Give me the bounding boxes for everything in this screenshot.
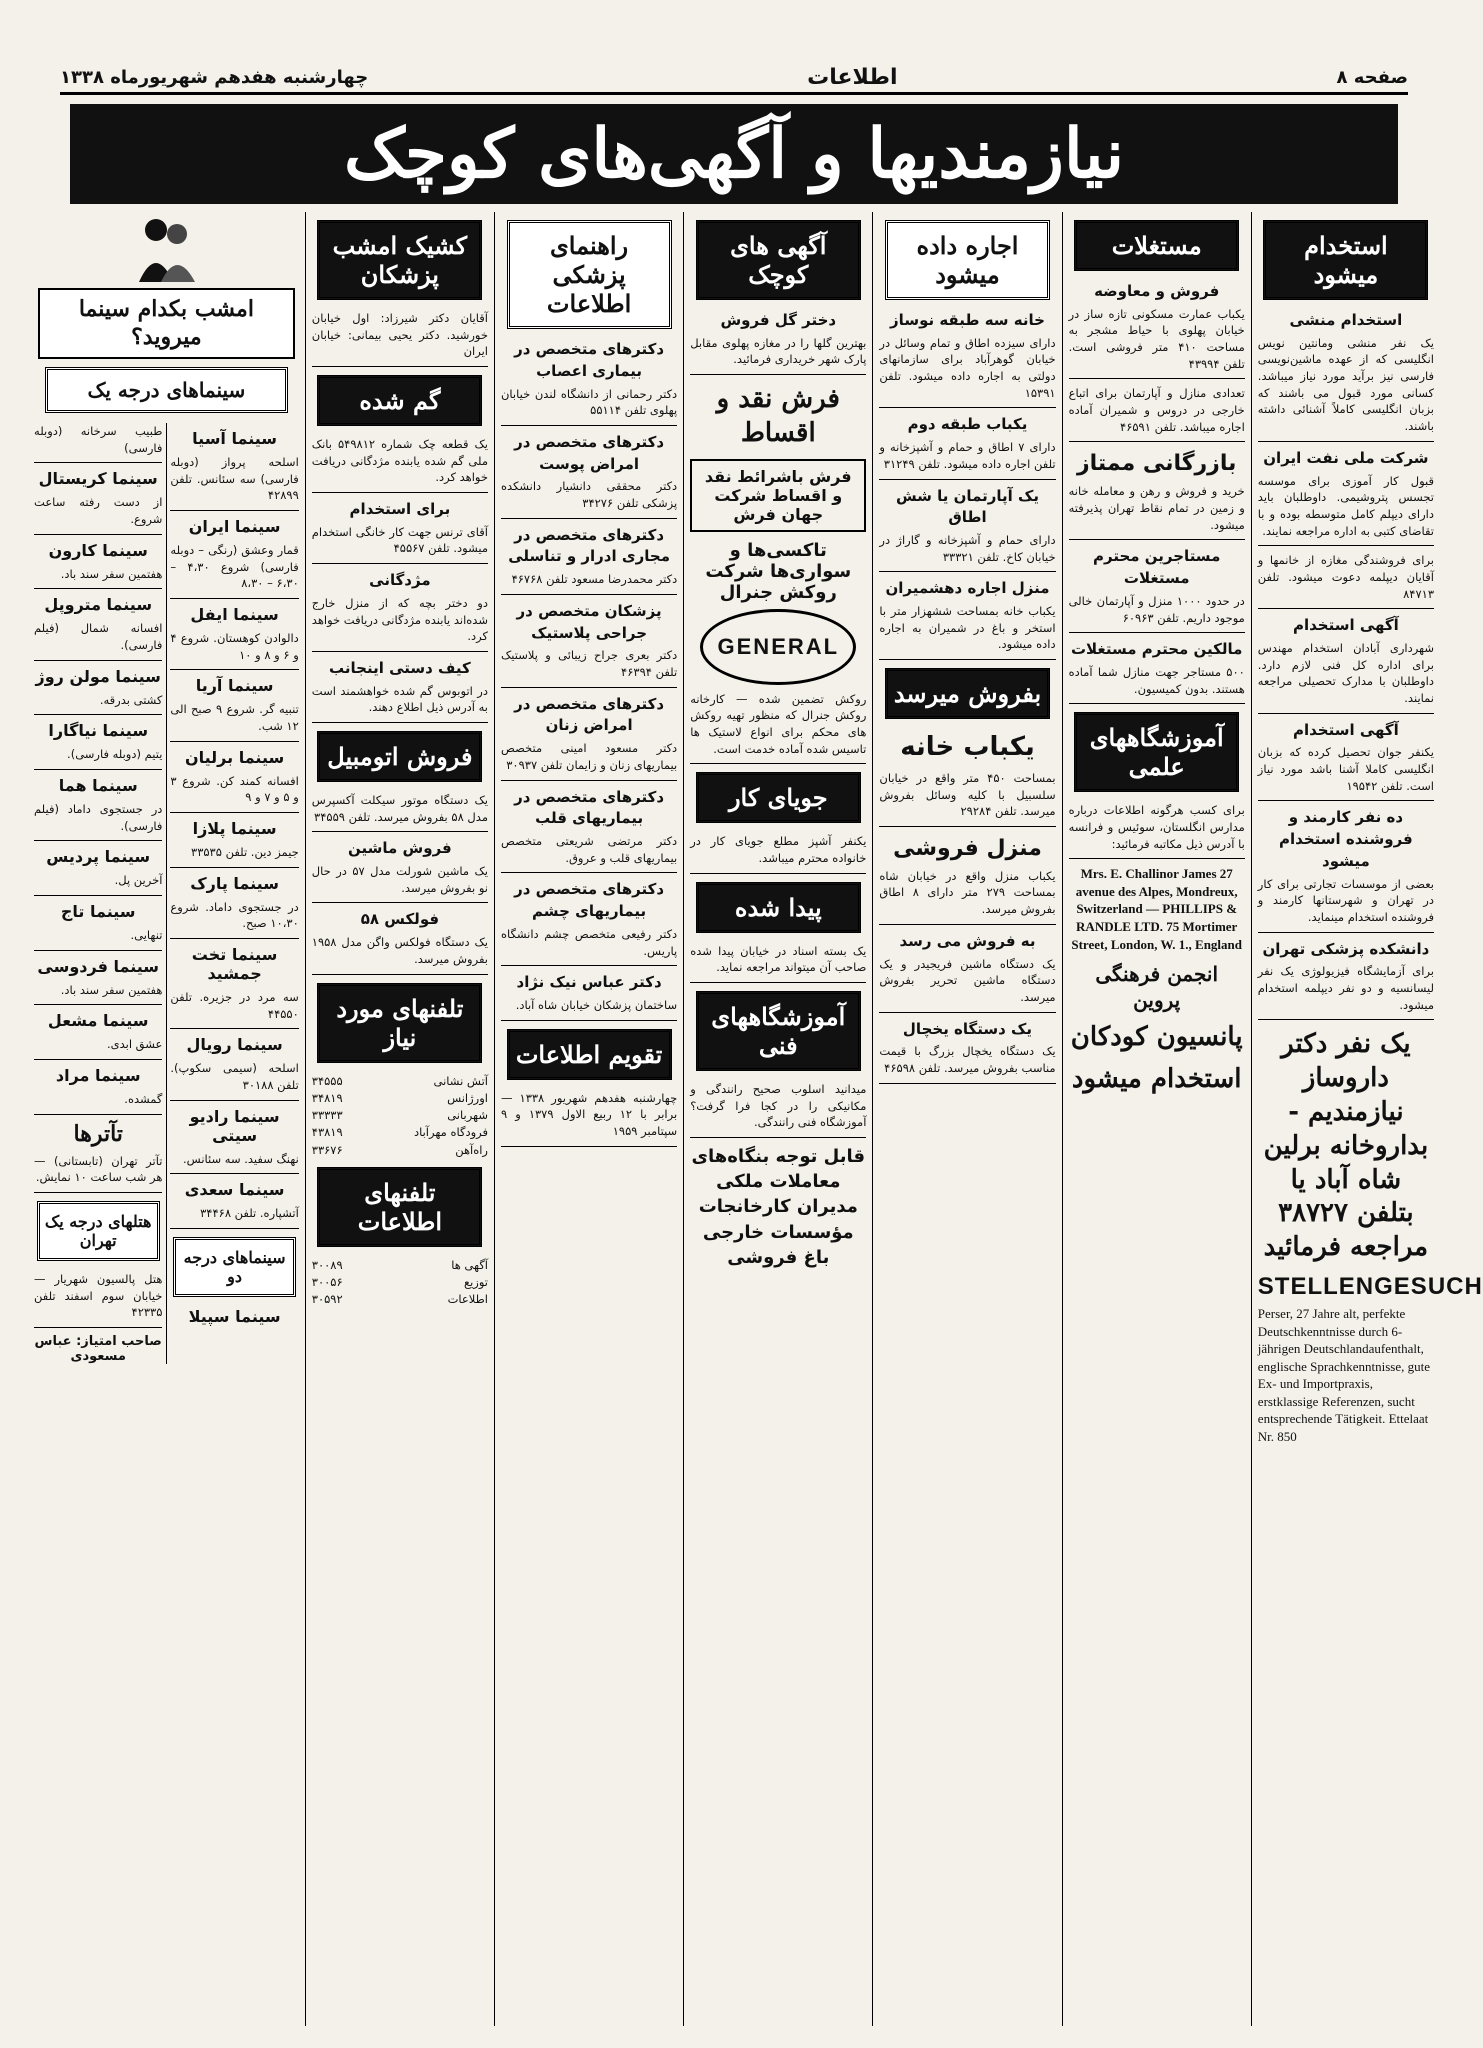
publisher-signature: صاحب امتیاز: عباس مسعودی <box>34 1334 162 1365</box>
ad-item <box>501 972 677 1020</box>
cinema-name: سینما رادیو سیتی <box>189 1106 280 1145</box>
column-heading-found: پیدا شده <box>696 882 861 933</box>
cinema-name: سینما تخت جمشید <box>191 945 278 984</box>
pharmacist-ad: یک نفر دکتر داروساز نیازمندیم - بداروخانه برلین شاه آباد یا بتلفن ۳۸۷۲۷ مراجعه فرمائید <box>1263 1029 1429 1263</box>
ad-text: دکتر رحمانی از دانشگاه لندن خیابان پهلوی تلفن ۵۵۱۱۴ <box>500 386 678 418</box>
ad-title: دکترهای متخصص در بیماری اعصاب <box>514 340 665 380</box>
column-heading: کشیک امشب پزشکان <box>317 220 482 300</box>
phone-number: ۳۰۰۵۶ <box>311 1275 343 1290</box>
column-cinemas <box>28 212 305 2026</box>
phone-number: ۳۰۵۹۲ <box>311 1292 343 1307</box>
phone-row <box>312 1090 488 1107</box>
on-call-doctors: آقایان دکتر شیرزاد: اول خیابان خورشید. دکتر یحیی بیمانی: خیابان ایران <box>312 310 488 367</box>
ad-text: دو دختر بچه که از منزل خارج شده‌اند یابنده مژدگانی دریافت خواهد کرد. <box>311 595 488 644</box>
ad-text: قبول کار آموزی برای موسسه تجسس پتروشیمی. داوطلبان باید دارای دیپلم کامل متوسطه بوده و با تقاضای کتبی به اداره مراجعه نمایند. <box>1257 473 1434 538</box>
column-heading-for-sale: بفروش میرسد <box>885 668 1050 719</box>
ad-text: یکباب خانه بمساحت ششهزار متر با استخر و باغ در شمیران به اجاره داده میشود. <box>879 604 1056 652</box>
ad-title: منزل فروشی <box>893 835 1042 861</box>
ad-text: در حدود ۱۰۰۰ منزل و آپارتمان خالی موجود داریم. تلفن ۶۰۹۶۳ <box>1068 593 1245 625</box>
ad-title: یکباب خانه <box>900 732 1035 763</box>
ad-item <box>1258 448 1434 546</box>
page-header <box>60 62 1408 95</box>
ad-title: پزشکان متخصص در جراحی پلاستیک <box>516 601 662 642</box>
ad-text: ۵۰۰ مستاجر جهت منازل شما آماده هستند. بدون کمیسیون. <box>1068 664 1245 696</box>
ad-text: بعضی از موسسات تجارتی برای کار در تهران و شهرستانها کارمند و فروشنده استخدام مینماید. <box>1257 876 1434 925</box>
rug-ad-box: فرش باشرائط نقد و اقساط شرکت جهان فرش <box>690 459 866 532</box>
cinema-text: جیمز دین. تلفن ۳۳۵۳۵ <box>170 844 298 868</box>
section-banner: نیازمندیها و آگهی‌های کوچک <box>70 104 1398 204</box>
cinema-name: سینما آسیا <box>192 429 278 448</box>
column-small-ads <box>683 212 872 2026</box>
ad-text: دارای حمام و آشپزخانه و گاراژ در خیابان کاخ. تلفن ۳۳۳۲۱ <box>879 533 1056 564</box>
ad-title: دکترهای متخصص در مجاری ادرار و تناسلی <box>508 525 670 566</box>
ad-title: دانشکده پزشکی تهران <box>1262 939 1430 958</box>
column-heading: اجاره داده میشود <box>885 220 1050 300</box>
notice-heading: قابل توجه بنگاه‌های معاملات ملکی مدیران کارخانجات مؤسسات خارجی باغ فروشی <box>691 1146 866 1268</box>
cinema-item <box>34 1066 162 1115</box>
ad-title: فروش و معاوضه <box>1094 282 1220 300</box>
ad-text: یک دستگاه فولکس واگن مدل ۱۹۵۸ بفروش میرسد. <box>311 935 488 966</box>
ad-title: خانه سه طبقه نوساز <box>890 311 1045 329</box>
ad-text: دکتر محققی دانشیار دانشکده پزشکی تلفن ۳۴۲۷۶ <box>500 479 678 511</box>
cinema-name: سینما فردوسی <box>37 956 160 976</box>
ad-item <box>879 486 1055 573</box>
cinema-name: سینما کارون <box>48 540 148 560</box>
cinema-name: سینما پردیس <box>46 847 151 867</box>
cinema-text: عشق ابدی. <box>34 1036 162 1060</box>
cinema-text: طبیب سرخانه (دوبله فارسی) <box>34 423 162 463</box>
column-employment <box>1251 212 1483 2026</box>
ad-item <box>1258 939 1434 1021</box>
newspaper-title: اطلاعات <box>807 64 898 90</box>
column-heading-info-phones: تلفنهای اطلاعات <box>317 1167 482 1247</box>
ad-text: یک بسته اسناد در خیابان پیدا شده صاحب آن میتواند مراجعه نماید. <box>690 943 867 975</box>
ad-item <box>879 310 1055 408</box>
column-real-estate <box>1062 212 1251 2026</box>
ad-item <box>1069 385 1245 442</box>
cinema-text: سه مرد در جزیره. تلفن ۴۴۵۵۰ <box>170 989 298 1029</box>
ad-item <box>1069 546 1245 633</box>
ad-item <box>501 879 677 966</box>
cinema-text: هفتمین سفر سند باد. <box>34 566 162 590</box>
phone-row <box>312 1142 488 1159</box>
cinema-name: سینما سپیلا <box>188 1307 281 1327</box>
ad-item <box>879 1019 1055 1084</box>
column-heading: مستغلات <box>1074 220 1239 271</box>
phone-number: ۴۳۸۱۹ <box>311 1125 343 1140</box>
ad-title: استخدام منشی <box>1289 311 1403 329</box>
column-heading-phones: تلفنهای مورد نیاز <box>317 983 482 1063</box>
phone-number: ۳۳۶۷۶ <box>311 1142 343 1157</box>
cinema-item <box>34 1011 162 1060</box>
ad-item <box>690 1081 866 1138</box>
ad-title: دکترهای متخصص در بیماریهای چشم <box>514 880 665 921</box>
columns <box>28 212 1483 2026</box>
ad-item <box>879 578 1055 660</box>
cinema-name: سینما هما <box>58 776 138 796</box>
cinema-item <box>34 667 162 716</box>
cinema-text: دالوادن کوهستان. شروع ۴ و ۶ و ۸ و ۱۰ <box>170 630 298 670</box>
column-heading-education: آموزشگاههای علمی <box>1074 712 1239 792</box>
phone-number: ۳۰۰۸۹ <box>311 1257 343 1272</box>
phone-name: توزیع <box>463 1275 488 1290</box>
ad-text: یک نفر منشی ومانتین نویس انگلیسی که از عهده ماشین‌نویسی فارسی نیز برآید مورد نیاز میباشد. کسانی مورد قبول می باشند که بزبان انگلیسی کاملاً آشنائی داشته باشند. <box>1257 335 1434 434</box>
cinema-item <box>170 1035 298 1100</box>
cinema-text: تنبیه گر. شروع ۹ صبح الی ۱۲ شب. <box>170 701 298 741</box>
ad-text: یکنفر جوان تحصیل کرده که بزبان انگلیسی کاملا آشنا باشد مورد نیاز است. تلفن ۱۹۵۴۲ <box>1257 745 1434 793</box>
cinema-name: سینما نیاگارا <box>48 721 149 741</box>
phone-name: اطلاعات <box>447 1292 488 1307</box>
phone-number: ۳۴۸۱۹ <box>311 1090 343 1105</box>
phone-number: ۳۴۵۵۵ <box>311 1073 343 1088</box>
phone-row <box>312 1257 488 1274</box>
ad-title: بازرگانی ممتاز <box>1077 451 1237 477</box>
ad-title: یک دستگاه یخچال <box>902 1019 1033 1038</box>
cinema-item <box>170 1107 298 1175</box>
ad-item <box>312 838 488 903</box>
column-heading-job-seeker: جویای کار <box>696 772 861 823</box>
ad-item <box>690 943 866 983</box>
theater-text: تآتر تهران (تابستانی) — هر شب ساعت ۱۰ نمایش. <box>34 1153 162 1193</box>
cinema-item <box>170 676 298 741</box>
ad-item <box>1258 552 1434 609</box>
column-heading: راهنمای پزشکی اطلاعات <box>507 220 672 329</box>
cinema-text: قمار وعشق (رنگی – دوبله فارسی) شروع ۴،۳۰ – ۶،۳۰ – ۸،۳۰ <box>170 542 298 599</box>
ad-item <box>690 310 866 375</box>
cinema-item <box>170 517 298 599</box>
cinema-item <box>34 776 162 841</box>
ad-title: دکترهای متخصص در امراض زنان <box>514 694 665 735</box>
hiring-heading: استخدام میشود <box>1071 1063 1242 1094</box>
ad-item <box>312 499 488 564</box>
cinema-name: سینما ایفل <box>190 605 279 625</box>
phone-row <box>312 1274 488 1291</box>
ad-title: دکترهای متخصص در امراض پوست <box>514 432 665 473</box>
ad-text: دکتر بعری جراح زیبائی و پلاستیک تلفن ۴۶۳۹۴ <box>500 648 678 680</box>
cinema-text: از دست رفته ساعت شروع. <box>34 494 162 534</box>
school-addresses: Mrs. E. Challinor James 27 avenue des Alpes, Mondreux, Switzerland — PHILLIPS & RANDLE LTD. 75 Mortimer Street, London, W. 1., England <box>1071 866 1242 952</box>
column-heading-calendar: تقویم اطلاعات <box>507 1029 672 1080</box>
ad-title: ده نفر کارمند و فروشنده استخدام میشود <box>1279 808 1413 870</box>
ad-title: فروش ماشین <box>348 839 452 858</box>
cinema-name: سینما ایران <box>188 517 281 537</box>
ad-title: فولکس ۵۸ <box>360 910 440 929</box>
stellengesuch-heading: STELLENGESUCH <box>1257 1273 1483 1301</box>
ad-text: آقای ترنس جهت کار خانگی استخدام میشود. تلفن ۴۵۵۶۷ <box>311 524 488 556</box>
stellengesuch-text: Perser, 27 Jahre alt, perfekte Deutschkenntnisse durch 6-jährigen Deutschlandaufenthalt, englische Sprachkenntnisse, gute Ex- und Importpraxis, erstklassige Referenzen, sucht entsprechende Tätigkeit. Ettelaat Nr. 850 <box>1257 1306 1431 1444</box>
ad-item <box>879 931 1055 1013</box>
ad-text: روکش تضمین شده — کارخانه روکش جنرال که منظور تهیه روکش های محکم برای انواع لاستیک ها تاسیس شده آماده خدمت است. <box>690 691 867 756</box>
ad-text: دارای ۷ اطاق و حمام و آشپزخانه و تلفن اجاره داده میشود. تلفن ۳۱۲۴۹ <box>879 440 1056 471</box>
cinema-text: گمشده. <box>34 1091 162 1115</box>
ad-item <box>312 658 488 723</box>
column-doctors-lost <box>305 212 494 2026</box>
cinema-text: تنهایی. <box>34 927 162 951</box>
ad-text: خرید و فروش و رهن و معامله خانه و زمین در تمام نقاط تهران پذیرفته میشود. <box>1068 484 1245 532</box>
ad-title: برای استخدام <box>349 500 451 519</box>
cinema-text: یتیم (دوبله فارسی). <box>34 746 162 770</box>
ad-item <box>1069 281 1245 379</box>
ad-item <box>1258 720 1434 802</box>
column-rental <box>872 212 1061 2026</box>
cinema-name: سینما مشعل <box>47 1011 149 1031</box>
ad-item <box>879 729 1055 827</box>
ad-title: کیف دستی اینجانب <box>329 658 471 677</box>
ad-item <box>1258 807 1434 932</box>
phone-row <box>312 1107 488 1124</box>
ad-item <box>690 833 866 873</box>
phone-name: آگهی ها <box>451 1257 488 1272</box>
cinema-item <box>34 595 162 660</box>
cinema-item <box>34 957 162 1006</box>
cinema-item <box>170 748 298 813</box>
ad-item <box>1258 310 1434 442</box>
ad-text: تعدادی منازل و آپارتمان برای اتباع خارجی در دروس و شمیران آماده اجاره میباشد. تلفن ۴۶۵۹۱ <box>1068 386 1245 434</box>
ad-item <box>501 787 677 874</box>
ad-text: دکتر رفیعی متخصص چشم دانشگاه پاریس. <box>500 926 678 958</box>
ad-text: میدانید اسلوب صحیح رانندگی و مکانیکی را در کجا فرا گرفت؟ آموزشگاه فنی رانندگی. <box>690 1082 867 1130</box>
ad-text: بمساحت ۴۵۰ متر واقع در خیابان سلسبیل با کلیه وسائل بفروش میرسد. تلفن ۲۹۲۸۴ <box>879 770 1056 819</box>
phone-name: فرودگاه مهرآباد <box>413 1125 488 1140</box>
phone-name: اورژانس <box>447 1090 488 1105</box>
ad-title: مژدگانی <box>369 571 431 590</box>
cinema-item <box>34 721 162 770</box>
cinema-promo: امشب بکدام سینما میروید؟ <box>38 288 295 359</box>
ad-title: دختر گل فروش <box>720 311 837 329</box>
page-number: صفحه ۸ <box>1336 66 1408 88</box>
phone-row <box>312 1124 488 1141</box>
cinema-name: سینما متروپل <box>44 595 153 615</box>
ad-text: ساختمان پزشکان خیابان شاه آباد. <box>515 997 678 1012</box>
ad-item <box>690 691 866 765</box>
ad-title: شرکت ملی نفت ایران <box>1263 448 1429 467</box>
column-medical-guide <box>494 212 683 2026</box>
ad-title: دکترهای متخصص در بیماریهای قلب <box>514 787 665 828</box>
cinema-text: کشتی بدرقه. <box>34 692 162 716</box>
couple-icon <box>131 212 201 282</box>
cinema-text: در جستجوی داماد. شروع ۱۰،۳۰ صبح. <box>170 899 298 939</box>
ad-item <box>879 414 1055 479</box>
tire-heading: تاکسی‌ها و سواری‌ها شرکت روکش جنرال <box>705 539 852 603</box>
calendar-text: چهارشنبه هفدهم شهریور ۱۳۳۸ — برابر با ۱۲ ربیع الاول ۱۳۷۹ و ۹ سپتامبر ۱۹۵۹ <box>501 1090 677 1147</box>
cinema-list <box>34 423 299 1364</box>
ad-item <box>501 601 677 688</box>
couple-illustration <box>34 212 299 282</box>
cinema-name: سینما سعدی <box>184 1180 285 1200</box>
page-date: چهارشنبه هفدهم شهریورماه ۱۳۳۸ <box>60 66 369 88</box>
ad-item <box>1069 802 1245 859</box>
cinema-text: در جستجوی داماد (فیلم فارسی). <box>34 801 162 841</box>
theater-heading: تآترها <box>73 1120 123 1147</box>
cinema-item <box>34 541 162 590</box>
ad-title: دکتر عباس نیک نژاد <box>516 973 662 992</box>
cinema-item <box>170 1180 298 1229</box>
kindergarten-name: پانسیون کودکان <box>1070 1022 1243 1053</box>
cinema-text: آخرین پل. <box>34 872 162 896</box>
phone-row <box>312 1073 488 1090</box>
ad-item <box>1258 615 1434 713</box>
hotel-heading: هتلهای درجه یک تهران <box>37 1201 160 1261</box>
ad-item <box>501 432 677 519</box>
ad-item <box>312 436 488 493</box>
ad-item <box>312 792 488 832</box>
ad-item <box>1069 448 1245 540</box>
ad-text: دارای سیزده اطاق و تمام وسائل در خیابان گوهرآباد برای سازمانهای دولتی به اجاره داده میشود. تلفن ۱۵۳۹۱ <box>879 335 1056 400</box>
ad-text: یک ماشین شورلت مدل ۵۷ در حال نو بفروش میرسد. <box>311 864 488 895</box>
ad-text: یکباب عمارت مسکونی تازه ساز در خیابان پهلوی با حیاط مشجر به مساحت ۴۱۰ متر فروشی است. تلفن ۴۳۹۹۴ <box>1068 306 1245 371</box>
phone-row <box>312 1291 488 1308</box>
cinema-item <box>34 469 162 534</box>
phone-number: ۳۳۳۳۳ <box>311 1108 343 1123</box>
ad-text: بهترین گلها را در مغازه پهلوی مقابل پارک شهر خریداری فرمائید. <box>690 335 867 367</box>
cinema-item <box>170 819 298 868</box>
ad-text: برای کسب هرگونه اطلاعات درباره مدارس انگلستان، سوئیس و فرانسه با آدرس ذیل مکاتبه فرمائید: <box>1068 803 1245 851</box>
ad-text: دکتر مرتضی شریعتی متخصص بیماریهای قلب و عروق. <box>500 834 678 865</box>
ad-title: منزل اجاره دهشمیران <box>885 579 1050 598</box>
cinema-heading-second: سینماهای درجه دو <box>173 1237 296 1297</box>
ad-title: یک آپارتمان یا شش اطاق <box>895 486 1040 527</box>
phone-name: آتش نشانی <box>433 1073 488 1088</box>
cinema-text: افسانه کمند کن. شروع ۳ و ۵ و ۷ و ۹ <box>170 773 298 813</box>
ad-title: مالکین محترم مستغلات <box>1070 640 1243 659</box>
column-heading-technical-schools: آموزشگاههای فنی <box>696 991 861 1071</box>
cinema-text: هفتمین سفر سند باد. <box>34 982 162 1006</box>
cinema-name: سینما مراد <box>55 1066 141 1086</box>
column-heading: استخدام میشود <box>1263 220 1428 300</box>
ad-text: یک قطعه چک شماره ۵۴۹۸۱۲ بانک ملی گم شده یابنده مژدگانی دریافت خواهد کرد. <box>311 437 488 485</box>
cinema-heading-first: سینماهای درجه یک <box>45 367 288 413</box>
ad-item <box>501 525 677 595</box>
ad-text: دکتر مسعود امینی متخصص بیماریهای زنان و زایمان تلفن ۳۰۹۳۷ <box>500 741 678 772</box>
cinema-item <box>34 902 162 951</box>
cinema-text: آتشپاره. تلفن ۳۴۴۶۸ <box>170 1205 298 1229</box>
cinema-name: سینما کریستال <box>38 469 158 489</box>
ad-title: یکباب طبقه دوم <box>907 415 1028 434</box>
ad-title: به فروش می رسد <box>899 931 1036 950</box>
ad-item <box>1069 639 1245 704</box>
hotel-text: هتل پالسیون شهریار — خیابان سوم اسفند تلفن ۴۲۳۳۵ <box>34 1271 162 1328</box>
cinema-name: سینما تاج <box>60 902 136 922</box>
ad-text: شهرداری آبادان استخدام مهندس برای اداره کل فنی لازم دارد. داوطلبان با مدارک تحصیلی مراجعه نمایند. <box>1257 640 1434 705</box>
rug-heading: فرش نقد و اقساط <box>716 384 840 448</box>
ad-text: برای فروشندگی مغازه از خانمها و آقایان دیپلمه دعوت میشود. تلفن ۸۴۷۱۳ <box>1257 553 1434 601</box>
column-heading-lost: گم شده <box>317 375 482 426</box>
ad-item <box>501 694 677 781</box>
general-logo: GENERAL <box>700 609 856 685</box>
phone-name: شهربانی <box>447 1108 488 1123</box>
cinema-item <box>170 874 298 939</box>
cinema-text: افسانه شمال (فیلم فارسی). <box>34 620 162 660</box>
ad-title: آگهی استخدام <box>1293 616 1399 635</box>
cinema-item <box>170 605 298 670</box>
ad-item <box>879 833 1055 925</box>
column-heading-cars: فروش اتومبیل <box>317 731 482 782</box>
ad-text: یک دستگاه یخچال بزرگ با قیمت مناسب بفروش میرسد. تلفن ۴۶۵۹۸ <box>879 1044 1056 1075</box>
ad-item <box>312 909 488 974</box>
phone-name: راه‌آهن <box>455 1142 488 1157</box>
school-name: انجمن فرهنگی پروین <box>1095 962 1219 1013</box>
cinema-name: سینما مولن روژ <box>35 666 161 686</box>
ad-text: برای آزمایشگاه فیزیولوژی یک نفر لیسانسیه و دو نفر دیپلمه استخدام میشود. <box>1257 964 1434 1012</box>
cinema-name: سینما آریا <box>195 676 274 696</box>
cinema-name: سینما پارک <box>190 873 279 893</box>
ad-text: دکتر محمدرضا مسعود تلفن ۴۶۷۶۸ <box>511 572 678 587</box>
cinema-name: سینما پلازا <box>192 819 277 839</box>
cinema-item <box>34 847 162 896</box>
cinema-name: سینما برلیان <box>184 747 285 767</box>
ad-title: آگهی استخدام <box>1293 720 1399 739</box>
cinema-name: سینما رویال <box>186 1035 283 1055</box>
cinema-item <box>170 429 298 511</box>
column-heading: آگهی های کوچک <box>696 220 861 300</box>
ad-item <box>501 339 677 426</box>
ad-title: مستاجرین محترم مستغلات <box>1093 547 1221 588</box>
ad-text: یک دستگاه ماشین فریجیدر و یک دستگاه ماشین تحریر بفروش میرسد. <box>879 956 1056 1004</box>
ad-item <box>312 570 488 652</box>
ad-text: یکباب منزل واقع در خیابان شاه بمساحت ۲۷۹ متر دارای ۸ اطاق بفروش میرسد. <box>879 868 1056 917</box>
cinema-text: اسلحه (سیمی سکوپ). تلفن ۳۰۱۸۸ <box>170 1060 298 1100</box>
cinema-item <box>170 945 298 1029</box>
cinema-text: نهنگ سفید. سه سئانس. <box>170 1151 298 1175</box>
ad-text: یک دستگاه موتور سیکلت آکسپرس مدل ۵۸ بفروش میرسد. تلفن ۳۴۵۵۹ <box>311 792 488 824</box>
ad-text: در اتوبوس گم شده خواهشمند است به آدرس ذیل اطلاع دهند. <box>311 683 488 715</box>
cinema-text: اسلحه پرواز (دوبله فارسی) سه سئانس. تلفن ۴۲۸۹۹ <box>170 454 298 511</box>
ad-text: یکنفر آشپز مطلع جویای کار در خانواده محترم میباشد. <box>690 834 867 866</box>
